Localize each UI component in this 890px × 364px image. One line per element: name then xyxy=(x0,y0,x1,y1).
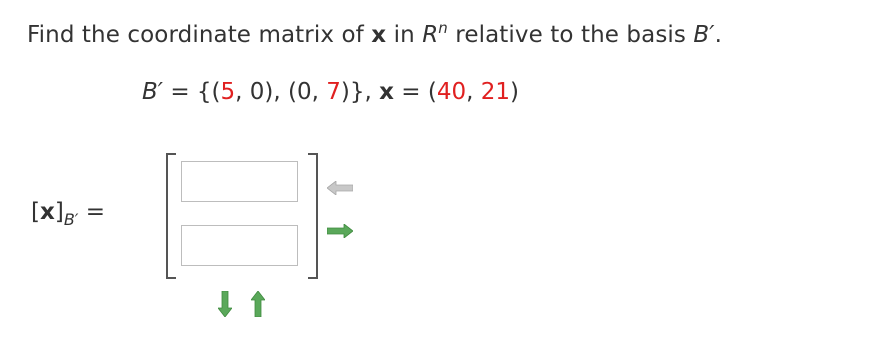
matrix-left-bracket xyxy=(166,153,176,279)
right-arrow-icon[interactable] xyxy=(327,224,353,238)
x-label: x xyxy=(379,79,394,105)
space-exponent: n xyxy=(438,19,448,37)
vector-x-symbol: x xyxy=(371,22,387,48)
matrix-entry-row1[interactable] xyxy=(181,161,298,202)
basis-value-5: 5 xyxy=(220,79,236,105)
x-comma: , xyxy=(466,79,481,105)
matrix-entry-row2[interactable] xyxy=(181,225,298,266)
coordinate-matrix-label xyxy=(31,199,106,229)
given-statement xyxy=(142,79,519,105)
question-text xyxy=(27,19,723,48)
x-value-40: 40 xyxy=(436,79,467,105)
lhs-close-bracket: ] xyxy=(54,199,64,225)
lhs-open-bracket: [ xyxy=(31,199,40,225)
lhs-x: x xyxy=(39,199,55,225)
basis-close: )}, xyxy=(340,79,380,105)
lhs-subscript: B′ xyxy=(63,210,79,229)
down-arrow-icon[interactable] xyxy=(218,291,232,317)
question-prefix: Find the coordinate matrix of xyxy=(27,22,372,48)
x-value-21: 21 xyxy=(480,79,511,105)
x-equals: = ( xyxy=(393,79,437,105)
basis-label: B′ xyxy=(142,79,164,105)
question-in: in xyxy=(386,22,423,48)
left-arrow-icon[interactable] xyxy=(327,181,353,195)
basis-value-7: 7 xyxy=(326,79,341,105)
matrix-right-bracket xyxy=(308,153,318,279)
up-arrow-icon[interactable] xyxy=(251,291,265,317)
lhs-equals: = xyxy=(78,199,106,225)
x-close: ) xyxy=(510,79,520,105)
question-suffix: relative to the basis xyxy=(447,22,694,48)
basis-symbol: B′ xyxy=(693,22,715,48)
question-end: . xyxy=(714,22,723,48)
basis-equals: = {( xyxy=(163,79,221,105)
basis-text-mid: , 0), (0, xyxy=(235,79,327,105)
space-symbol: R xyxy=(422,22,439,48)
